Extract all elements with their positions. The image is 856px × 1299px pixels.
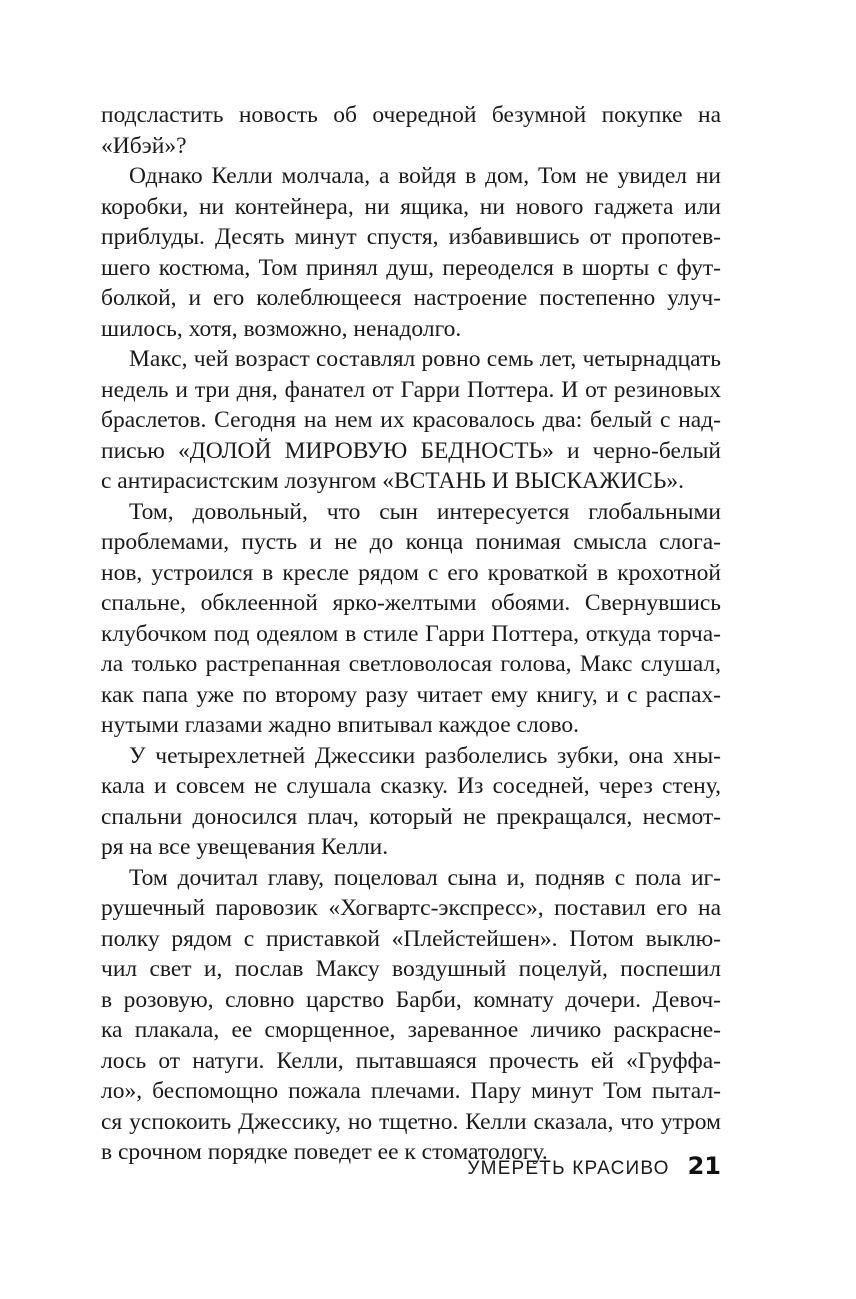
text-line: Том дочитал главу, поцеловал сына и, подняв с пола иг- <box>129 864 721 891</box>
text-line: болкой, и его колеблющееся настроение постепенно улуч- <box>101 285 721 311</box>
text-line: приблуды. Десять минут спустя, избавившись от пропотев- <box>101 224 721 250</box>
running-title: УМЕРЕТЬ КРАСИВО <box>467 1158 670 1179</box>
text-line: нов, устроился в кресле рядом с его кроваткой в крохотной <box>101 559 721 586</box>
text-line: как папа уже по второму разу читает ему книгу, и с распах- <box>101 681 721 708</box>
text-line: подсластить новость об очередной безумной покупке на <box>101 102 721 128</box>
page-number: 21 <box>687 1152 721 1180</box>
paragraph-2 <box>101 161 721 344</box>
text-line: кала и совсем не слушала сказку. Из соседней, через стену, <box>101 773 721 799</box>
text-line: спальни доносился плач, который не прекращался, несмот- <box>101 803 721 830</box>
paragraph-6 <box>101 863 721 1168</box>
text-line: шего костюма, Том принял душ, переоделся в шорты с фут- <box>101 254 721 281</box>
text-line: проблемами, пусть и не до конца понимая смысла слога- <box>101 529 721 555</box>
text-line: с антирасистским лозунгом «ВСТАНЬ И ВЫСКАЖИСЬ». <box>101 468 684 494</box>
paragraph-5 <box>101 741 721 863</box>
paragraph-4 <box>101 497 721 741</box>
text-line: в розовую, словно царство Барби, комнату дочери. Девоч- <box>101 986 721 1013</box>
text-line: У четырехлетней Джессики разболелись зубки, она хны- <box>129 742 721 769</box>
text-line: шилось, хотя, возможно, ненадолго. <box>101 315 462 342</box>
text-line: спальне, обклеенной ярко-желтыми обоями. Свернувшись <box>101 590 721 616</box>
page-footer <box>101 1152 721 1182</box>
text-line: нутыми глазами жадно впитывал каждое слово. <box>101 712 579 738</box>
page-body <box>101 100 721 1168</box>
text-line: ло», беспомощно пожала плечами. Пару минут Том пытал- <box>101 1078 721 1104</box>
text-line: «Ибэй»? <box>101 132 187 159</box>
text-line: рушечный паровозик «Хогвартс-экспресс», поставил его на <box>101 895 721 921</box>
text-line: писью «ДОЛОЙ МИРОВУЮ БЕДНОСТЬ» и черно-белый <box>101 437 721 464</box>
text-line: коробки, ни контейнера, ни ящика, ни нового гаджета или <box>101 193 721 220</box>
paragraph-1 <box>101 100 721 161</box>
text-line: полку рядом с приставкой «Плейстейшен». Потом выклю- <box>101 925 721 952</box>
text-line: недель и три дня, фанател от Гарри Поттера. И от резиновых <box>101 376 721 403</box>
text-line: ря на все увещевания Келли. <box>101 834 389 860</box>
paragraph-3 <box>101 344 721 497</box>
text-line: Однако Келли молчала, а войдя в дом, Том не увидел ни <box>129 163 721 189</box>
text-line: ка плакала, ее сморщенное, зареванное личико раскрасне- <box>101 1017 721 1043</box>
text-line: Макс, чей возраст составлял ровно семь лет, четырнадцать <box>129 346 721 372</box>
text-line: ла только растрепанная светловолосая голова, Макс слушал, <box>101 651 721 677</box>
text-line: Том, довольный, что сын интересуется глобальными <box>129 498 721 525</box>
text-line: клубочком под одеялом в стиле Гарри Поттера, откуда торча- <box>101 620 721 647</box>
text-line: лось от натуги. Келли, пытавшаяся прочесть ей «Груффа- <box>101 1047 721 1074</box>
text-line: чил свет и, послав Максу воздушный поцелуй, поспешил <box>101 956 721 982</box>
text-line: браслетов. Сегодня на нем их красовалось два: белый с над- <box>101 407 721 433</box>
text-line: в срочном порядке поведет ее к стоматологу. <box>101 1139 548 1165</box>
text-line: ся успокоить Джессику, но тщетно. Келли сказала, что утром <box>101 1108 721 1135</box>
